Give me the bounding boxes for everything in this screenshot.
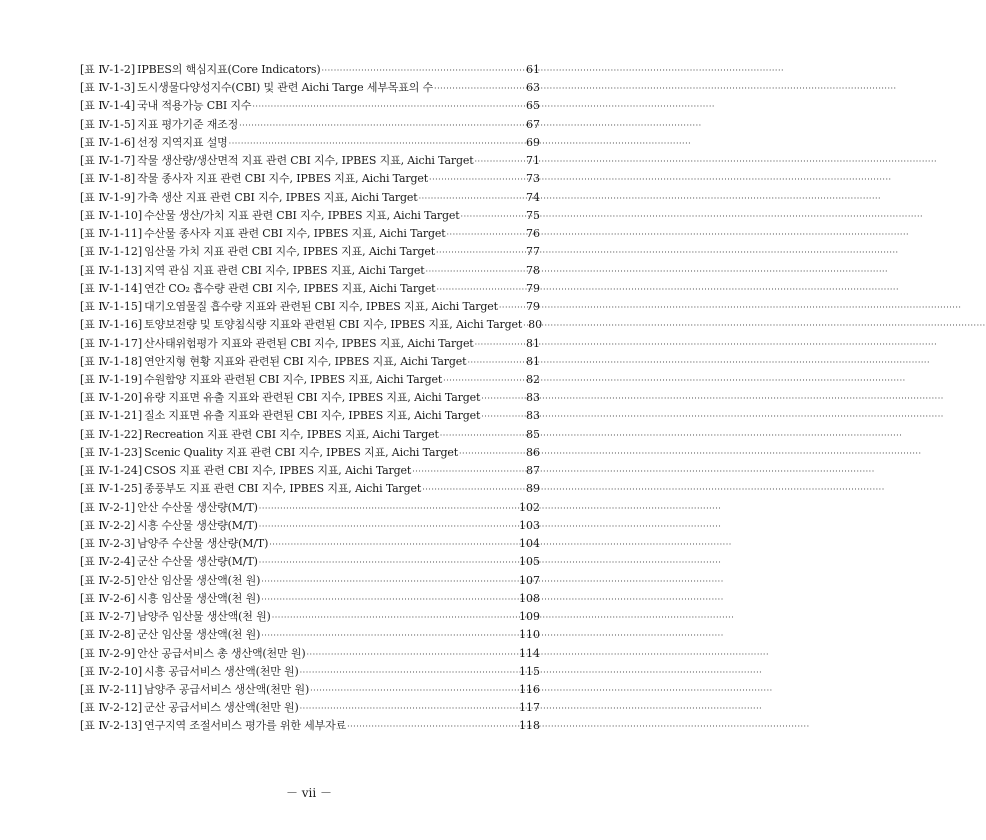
toc-entry-label: [표 Ⅳ-2-2] <box>80 518 136 532</box>
toc-entry-label: [표 Ⅳ-2-12] <box>80 701 143 715</box>
toc-entry[interactable] <box>80 61 540 79</box>
toc-entry[interactable] <box>80 717 540 735</box>
toc-entry-page: 79 <box>526 300 540 314</box>
toc-entry-title: 수산물 종사자 지표 관련 CBI 지수, IPBES 지표, Aichi Target <box>144 227 446 241</box>
dot-leader <box>440 427 525 445</box>
toc-entry[interactable] <box>80 116 540 134</box>
toc-entry-page: 118 <box>519 719 540 733</box>
toc-entry-label: [표 Ⅳ-1-22] <box>80 427 143 441</box>
page-number: － vii － <box>285 786 333 800</box>
dot-leader <box>261 591 518 609</box>
toc-entry-page: 108 <box>519 591 540 605</box>
toc-entry-page: 83 <box>526 391 540 405</box>
toc-entry-title: 지표 평가기준 재조정 <box>137 117 239 131</box>
dot-leader <box>259 554 518 572</box>
toc-entry-title: IPBES의 핵심지표(Core Indicators) <box>137 63 321 76</box>
toc-entry-label: [표 Ⅳ-1-3] <box>80 81 136 95</box>
toc-entry[interactable] <box>80 535 540 553</box>
toc-entry-page: 73 <box>526 172 540 186</box>
dot-leader <box>523 317 527 335</box>
toc-entry-page: 67 <box>526 117 540 131</box>
toc-entry-title: 도시생물다양성지수(CBI) 및 관련 Aichi Targe 세부목표의 수 <box>137 81 434 95</box>
dot-leader <box>436 244 525 262</box>
toc-entry-page: 81 <box>526 354 540 368</box>
toc-entry[interactable] <box>80 681 540 699</box>
toc-entry-page: 107 <box>519 573 540 587</box>
toc-entry[interactable] <box>80 280 540 298</box>
toc-entry-label: [표 Ⅳ-1-9] <box>80 190 136 204</box>
dot-leader <box>447 226 526 244</box>
toc-entry-label: [표 Ⅳ-2-8] <box>80 628 136 642</box>
toc-entry[interactable] <box>80 189 540 207</box>
toc-entry-page: 115 <box>519 664 540 678</box>
toc-entry[interactable] <box>80 590 540 608</box>
toc-entry-label: [표 Ⅳ-1-10] <box>80 208 143 222</box>
toc-entry[interactable] <box>80 608 540 626</box>
toc-entry-title: 남양주 임산물 생산액(천 원) <box>137 610 271 624</box>
toc-entry-label: [표 Ⅳ-2-6] <box>80 591 136 605</box>
dot-leader <box>422 481 525 499</box>
toc-entry[interactable] <box>80 298 540 316</box>
toc-entry-label: [표 Ⅳ-1-18] <box>80 354 143 368</box>
toc-entry[interactable] <box>80 426 540 444</box>
toc-entry[interactable] <box>80 316 543 334</box>
dot-leader <box>239 117 525 135</box>
toc-entry[interactable] <box>80 699 540 717</box>
toc-entry-page: 85 <box>526 427 540 441</box>
toc-entry[interactable] <box>80 572 540 590</box>
toc-entry-page: 75 <box>526 208 540 222</box>
toc-entry[interactable] <box>80 97 540 115</box>
dot-leader <box>261 573 518 591</box>
toc-entry-page: 80 <box>528 318 543 332</box>
dot-leader <box>481 408 525 426</box>
toc-entry-title: 질소 지표면 유출 지표와 관련된 CBI 지수, IPBES 지표, Aichi Target <box>144 409 481 423</box>
table-of-contents <box>80 61 543 736</box>
toc-entry-label: [표 Ⅳ-2-4] <box>80 555 136 569</box>
toc-entry-label: [표 Ⅳ-1-23] <box>80 445 143 459</box>
toc-entry-label: [표 Ⅳ-2-10] <box>80 664 143 678</box>
toc-entry-label: [표 Ⅳ-2-9] <box>80 646 136 660</box>
toc-entry-label: [표 Ⅳ-1-15] <box>80 300 143 314</box>
toc-entry-title: 유량 지표면 유출 지표와 관련된 CBI 지수, IPBES 지표, Aichi Target <box>144 391 481 405</box>
toc-entry-title: 가축 생산 지표 관련 CBI 지수, IPBES 지표, Aichi Target <box>137 190 418 204</box>
toc-entry-label: [표 Ⅳ-1-13] <box>80 263 143 277</box>
toc-entry-label: [표 Ⅳ-1-12] <box>80 245 143 259</box>
toc-entry[interactable] <box>80 553 540 571</box>
toc-entry[interactable] <box>80 407 540 425</box>
toc-entry-label: [표 Ⅳ-2-11] <box>80 682 143 696</box>
dot-leader <box>229 135 525 153</box>
toc-entry-title: 군산 공급서비스 생산액(천만 원) <box>144 701 299 715</box>
dot-leader <box>436 281 525 299</box>
dot-leader <box>475 336 525 354</box>
toc-entry-title: 남양주 공급서비스 생산액(천만 원) <box>144 682 310 696</box>
dot-leader <box>269 536 518 554</box>
toc-entry-label: [표 Ⅳ-1-6] <box>80 135 136 149</box>
toc-entry-title: 군산 임산물 생산액(천 원) <box>137 628 261 642</box>
toc-entry-label: [표 Ⅳ-2-13] <box>80 719 143 733</box>
dot-leader <box>434 80 525 98</box>
toc-entry[interactable] <box>80 262 540 280</box>
toc-entry-page: 89 <box>526 482 540 496</box>
toc-entry-page: 86 <box>526 445 540 459</box>
toc-entry-label: [표 Ⅳ-1-7] <box>80 154 136 168</box>
dot-leader <box>259 500 518 518</box>
toc-entry-label: [표 Ⅳ-2-7] <box>80 610 136 624</box>
toc-entry[interactable] <box>80 517 540 535</box>
dot-leader <box>259 518 518 536</box>
toc-entry-title: 산사태위험평가 지표와 관련된 CBI 지수, IPBES 지표, Aichi Target <box>144 336 474 350</box>
toc-entry-title: 수산물 생산/가치 지표 관련 CBI 지수, IPBES 지표, Aichi Target <box>144 208 460 222</box>
toc-entry[interactable] <box>80 626 540 644</box>
dot-leader <box>310 682 518 700</box>
toc-entry-label: [표 Ⅳ-1-4] <box>80 99 136 113</box>
toc-entry-page: 61 <box>526 63 540 76</box>
toc-entry-page: 81 <box>526 336 540 350</box>
toc-entry-label: [표 Ⅳ-1-25] <box>80 482 143 496</box>
toc-entry-label: [표 Ⅳ-2-5] <box>80 573 136 587</box>
dot-leader <box>459 445 525 463</box>
toc-entry[interactable] <box>80 243 540 261</box>
dot-leader <box>300 664 518 682</box>
toc-entry-label: [표 Ⅳ-1-19] <box>80 372 143 386</box>
toc-entry-title: 연간 CO₂ 흡수량 관련 CBI 지수, IPBES 지표, Aichi Target <box>144 281 436 295</box>
toc-entry[interactable] <box>80 389 540 407</box>
toc-entry-title: Scenic Quality 지표 관련 CBI 지수, IPBES 지표, Aichi Target <box>144 445 458 459</box>
toc-entry[interactable] <box>80 371 540 389</box>
toc-entry-title: 임산물 가치 지표 관련 CBI 지수, IPBES 지표, Aichi Target <box>144 245 436 259</box>
dot-leader <box>419 190 525 208</box>
toc-entry[interactable] <box>80 225 540 243</box>
toc-entry[interactable] <box>80 663 540 681</box>
toc-entry-title: 작물 생산량/생산면적 지표 관련 CBI 지수, IPBES 지표, Aichi Target <box>137 154 474 168</box>
toc-entry-title: CSOS 지표 관련 CBI 지수, IPBES 지표, Aichi Target <box>144 464 412 478</box>
toc-entry-page: 114 <box>519 646 540 660</box>
toc-entry-page: 82 <box>526 372 540 386</box>
toc-entry-title: Recreation 지표 관련 CBI 지수, IPBES 지표, Aichi Target <box>144 427 439 441</box>
toc-entry-label: [표 Ⅳ-1-5] <box>80 117 136 131</box>
toc-entry-page: 76 <box>526 227 540 241</box>
toc-entry-page: 74 <box>526 190 540 204</box>
dot-leader <box>412 463 525 481</box>
toc-entry-title: 연구지역 조절서비스 평가를 위한 세부자료 <box>144 719 347 733</box>
dot-leader <box>347 718 518 736</box>
toc-entry-label: [표 Ⅳ-2-1] <box>80 500 136 514</box>
toc-entry-label: [표 Ⅳ-1-16] <box>80 318 143 332</box>
dot-leader <box>252 98 525 116</box>
toc-entry-page: 105 <box>519 555 540 569</box>
dot-leader <box>443 372 525 390</box>
dot-leader <box>499 299 525 317</box>
toc-entry[interactable] <box>80 170 540 188</box>
dot-leader <box>261 627 518 645</box>
toc-entry-title: 토양보전량 및 토양침식량 지표와 관련된 CBI 지수, IPBES 지표, Aichi Target <box>144 318 523 332</box>
toc-entry-label: [표 Ⅳ-1-14] <box>80 281 143 295</box>
toc-entry[interactable] <box>80 645 540 663</box>
toc-entry-title: 수원함양 지표와 관련된 CBI 지수, IPBES 지표, Aichi Target <box>144 372 443 386</box>
toc-entry-page: 65 <box>526 99 540 113</box>
toc-entry-title: 선정 지역지표 설명 <box>137 135 228 149</box>
toc-entry-page: 71 <box>526 154 540 168</box>
toc-entry-title: 종풍부도 지표 관련 CBI 지수, IPBES 지표, Aichi Target <box>144 482 422 496</box>
toc-entry-title: 연안지형 현황 지표와 관련된 CBI 지수, IPBES 지표, Aichi Target <box>144 354 467 368</box>
dot-leader <box>481 390 525 408</box>
toc-entry-label: [표 Ⅳ-1-20] <box>80 391 143 405</box>
toc-entry-title: 시흥 수산물 생산량(M/T) <box>137 518 258 532</box>
toc-entry-page: 103 <box>519 518 540 532</box>
toc-entry-page: 104 <box>519 537 540 551</box>
toc-entry-title: 안산 임산물 생산액(천 원) <box>137 573 261 587</box>
toc-entry-page: 63 <box>526 81 540 95</box>
toc-entry-title: 시흥 공급서비스 생산액(천만 원) <box>144 664 299 678</box>
dot-leader <box>426 263 525 281</box>
toc-entry-label: [표 Ⅳ-1-24] <box>80 464 143 478</box>
toc-entry-page: 87 <box>526 464 540 478</box>
toc-entry-label: [표 Ⅳ-1-17] <box>80 336 143 350</box>
toc-entry-page: 110 <box>519 628 540 642</box>
toc-entry[interactable] <box>80 462 540 480</box>
toc-entry-title: 대기오염물질 흡수량 지표와 관련된 CBI 지수, IPBES 지표, Aichi Target <box>144 300 498 314</box>
toc-entry-title: 군산 수산물 생산량(M/T) <box>137 555 258 569</box>
dot-leader <box>272 609 518 627</box>
toc-entry[interactable] <box>80 335 540 353</box>
toc-entry[interactable] <box>80 499 540 517</box>
dot-leader <box>429 171 525 189</box>
toc-entry-label: [표 Ⅳ-2-3] <box>80 537 136 551</box>
toc-entry[interactable] <box>80 152 540 170</box>
toc-entry-page: 79 <box>526 281 540 295</box>
dot-leader <box>300 700 518 718</box>
toc-entry-label: [표 Ⅳ-1-21] <box>80 409 143 423</box>
toc-entry-label: [표 Ⅳ-1-2] <box>80 63 136 76</box>
dot-leader <box>322 62 525 80</box>
toc-entry-title: 안산 수산물 생산량(M/T) <box>137 500 258 514</box>
toc-entry[interactable] <box>80 353 540 371</box>
toc-entry-title: 시흥 임산물 생산액(천 원) <box>137 591 261 605</box>
toc-entry[interactable] <box>80 134 540 152</box>
dot-leader <box>461 208 525 226</box>
toc-entry-title: 안산 공급서비스 총 생산액(천만 원) <box>137 646 306 660</box>
toc-entry-page: 78 <box>526 263 540 277</box>
toc-entry-page: 116 <box>519 682 540 696</box>
toc-entry-title: 국내 적용가능 CBI 지수 <box>137 99 252 113</box>
toc-entry-page: 69 <box>526 135 540 149</box>
toc-entry-page: 109 <box>519 610 540 624</box>
toc-entry-page: 83 <box>526 409 540 423</box>
dot-leader <box>475 153 526 171</box>
toc-entry-page: 117 <box>519 701 540 715</box>
toc-entry[interactable] <box>80 480 540 498</box>
toc-entry-page: 102 <box>519 500 540 514</box>
dot-leader <box>306 646 518 664</box>
toc-entry[interactable] <box>80 79 540 97</box>
toc-entry-label: [표 Ⅳ-1-8] <box>80 172 136 186</box>
dot-leader <box>467 354 525 372</box>
toc-entry-title: 남양주 수산물 생산량(M/T) <box>137 537 269 551</box>
toc-entry[interactable] <box>80 444 540 462</box>
toc-entry-label: [표 Ⅳ-1-11] <box>80 227 143 241</box>
toc-entry-title: 작물 종사자 지표 관련 CBI 지수, IPBES 지표, Aichi Target <box>137 172 429 186</box>
toc-entry[interactable] <box>80 207 540 225</box>
toc-entry-title: 지역 관심 지표 관련 CBI 지수, IPBES 지표, Aichi Target <box>144 263 425 277</box>
toc-entry-page: 77 <box>526 245 540 259</box>
